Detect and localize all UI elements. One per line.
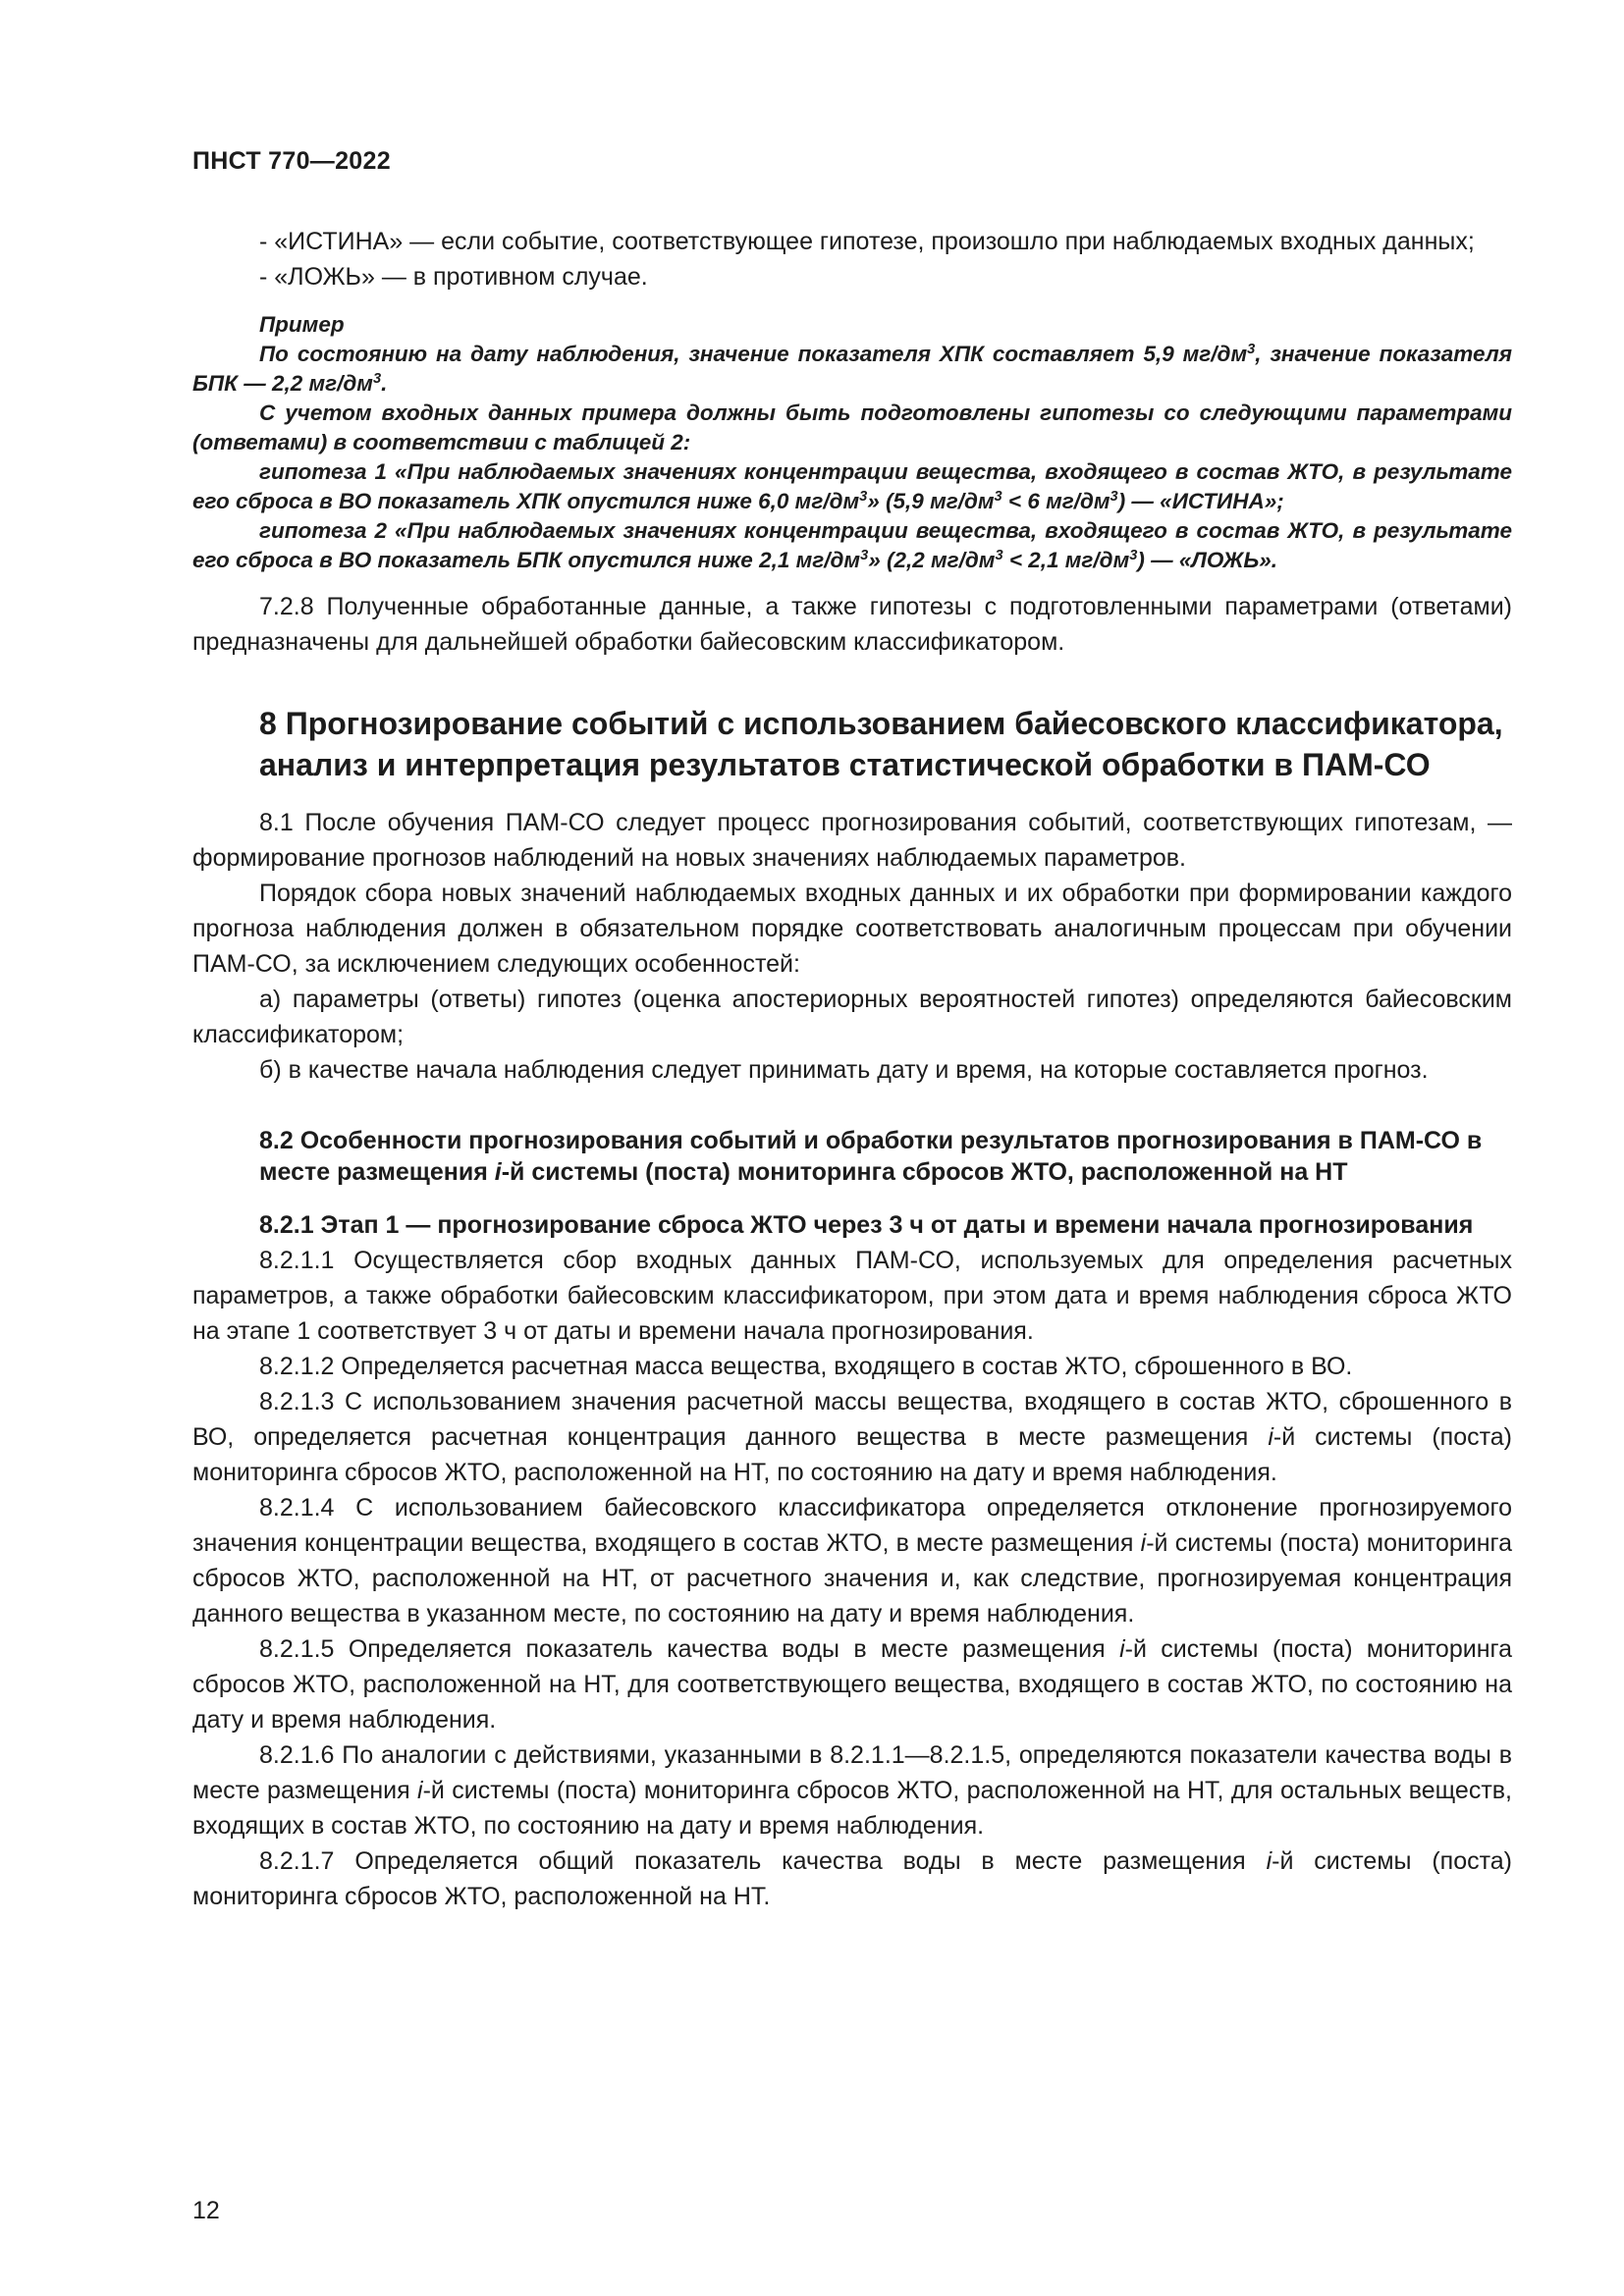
paragraph-8-2-1-2: 8.2.1.2 Определяется расчетная масса вещества, входящего в состав ЖТО, сброшенного в ВО. bbox=[259, 1353, 1353, 1380]
example-hypothesis-1: гипотеза 1 «При наблюдаемых значениях концентрации вещества, входящего в состав ЖТО, в результате его сброса в ВО показатель ХПК опустился ниже 6,0 $мг/дм^3$» (5,9 $мг/дм^3 < 6$ $мг/дм^3$) — «ИСТИНА»; bbox=[192, 459, 1512, 513]
section-8-2-heading: 8.2 Особенности прогнозирования событий и обработки результатов прогнозирования в ПАМ-СО в месте размещения i-й системы (поста) мониторинга сбросов ЖТО, расположенной на НТ bbox=[259, 1127, 1483, 1186]
example-label: Пример bbox=[259, 312, 345, 337]
section-8-2-1-heading: 8.2.1 Этап 1 — прогнозирование сброса ЖТО через 3 ч от даты и времени начала прогнозирования bbox=[259, 1211, 1474, 1239]
paragraph-order: Порядок сбора новых значений наблюдаемых входных данных и их обработки при формировании каждого прогноза наблюдения должен в обязательном порядке соответствовать аналогичным процессам при обучении ПАМ-СО, за исключением следующих особенностей: bbox=[192, 880, 1512, 978]
example-block bbox=[192, 310, 1512, 575]
list-item-a: а) параметры (ответы) гипотез (оценка апостериорных вероятностей гипотез) определяются байесовским классификатором; bbox=[192, 986, 1512, 1048]
paragraph-8-2-1-4: 8.2.1.4 С использованием байесовского классификатора определяется отклонение прогнозируемого значения концентрации вещества, входящего в состав ЖТО, в месте размещения i-й системы (поста) мониторинга сбросов ЖТО, расположенной на НТ, от расчетного значения и, как следствие, прогнозируемая концентрация данного вещества в указанном месте, по состоянию на дату и время наблюдения. bbox=[192, 1494, 1512, 1628]
list-item-false: - «ЛОЖЬ» — в противном случае. bbox=[259, 263, 648, 291]
example-paragraph-2: С учетом входных данных примера должны быть подготовлены гипотезы со следующими параметрами (ответами) в соответствии с таблицей 2: bbox=[192, 400, 1512, 454]
section-8-heading: 8 Прогнозирование событий с использованием байесовского классификатора, анализ и интерпретация результатов статистической обработки в ПАМ-СО bbox=[259, 706, 1503, 782]
page-number: 12 bbox=[192, 2197, 220, 2224]
list-item-true: - «ИСТИНА» — если событие, соответствующее гипотезе, произошло при наблюдаемых входных данных; bbox=[259, 228, 1475, 255]
paragraph-8-2-1-7: 8.2.1.7 Определяется общий показатель качества воды в месте размещения i-й системы (поста) мониторинга сбросов ЖТО, расположенной на НТ. bbox=[192, 1847, 1513, 1910]
paragraph-8-2-1-1: 8.2.1.1 Осуществляется сбор входных данных ПАМ-СО, используемых для определения расчетных параметров, а также обработки байесовским классификатором, при этом дата и время наблюдения сброса ЖТО на этапе 1 соответствует 3 ч от даты и времени начала прогнозирования. bbox=[192, 1247, 1512, 1345]
example-hypothesis-2: гипотеза 2 «При наблюдаемых значениях концентрации вещества, входящего в состав ЖТО, в результате его сброса в ВО показатель БПК опустился ниже 2,1 $мг/дм^3$» (2,2 $мг/дм^3 < 2,1$ $мг/дм^3$) — «ЛОЖЬ». bbox=[192, 518, 1512, 572]
example-paragraph-1: По состоянию на дату наблюдения, значение показателя ХПК составляет 5,9 $мг/дм^3$, значение показателя БПК — 2,2 $мг/дм^3$. bbox=[192, 341, 1512, 396]
paragraph-8-2-1-3: 8.2.1.3 С использованием значения расчетной массы вещества, входящего в состав ЖТО, сброшенного в ВО, определяется расчетная концентрация данного вещества в месте размещения i-й системы (поста) мониторинга сбросов ЖТО, расположенной на НТ, по состоянию на дату и время наблюдения. bbox=[192, 1388, 1512, 1486]
document-id-header: ПНСТ 770—2022 bbox=[192, 147, 391, 175]
paragraph-8-1: 8.1 После обучения ПАМ-СО следует процесс прогнозирования событий, соответствующих гипотезам, — формирование прогнозов наблюдений на новых значениях наблюдаемых параметров. bbox=[192, 809, 1512, 872]
paragraph-8-2-1-5: 8.2.1.5 Определяется показатель качества воды в месте размещения i-й системы (поста) мониторинга сбросов ЖТО, расположенной на НТ, для соответствующего вещества, входящего в состав ЖТО, по состоянию на дату и время наблюдения. bbox=[192, 1635, 1512, 1734]
paragraph-7-2-8: 7.2.8 Полученные обработанные данные, а также гипотезы с подготовленными параметрами (ответами) предназначены для дальнейшей обработки байесовским классификатором. bbox=[192, 593, 1512, 656]
list-item-b: б) в качестве начала наблюдения следует принимать дату и время, на которые составляется прогноз. bbox=[259, 1056, 1429, 1084]
paragraph-8-2-1-6: 8.2.1.6 По аналогии с действиями, указанными в 8.2.1.1—8.2.1.5, определяются показатели качества воды в месте размещения i-й системы (поста) мониторинга сбросов ЖТО, расположенной на НТ, для остальных веществ, входящих в состав ЖТО, по состоянию на дату и время наблюдения. bbox=[192, 1741, 1512, 1840]
page-content bbox=[192, 224, 1512, 1914]
